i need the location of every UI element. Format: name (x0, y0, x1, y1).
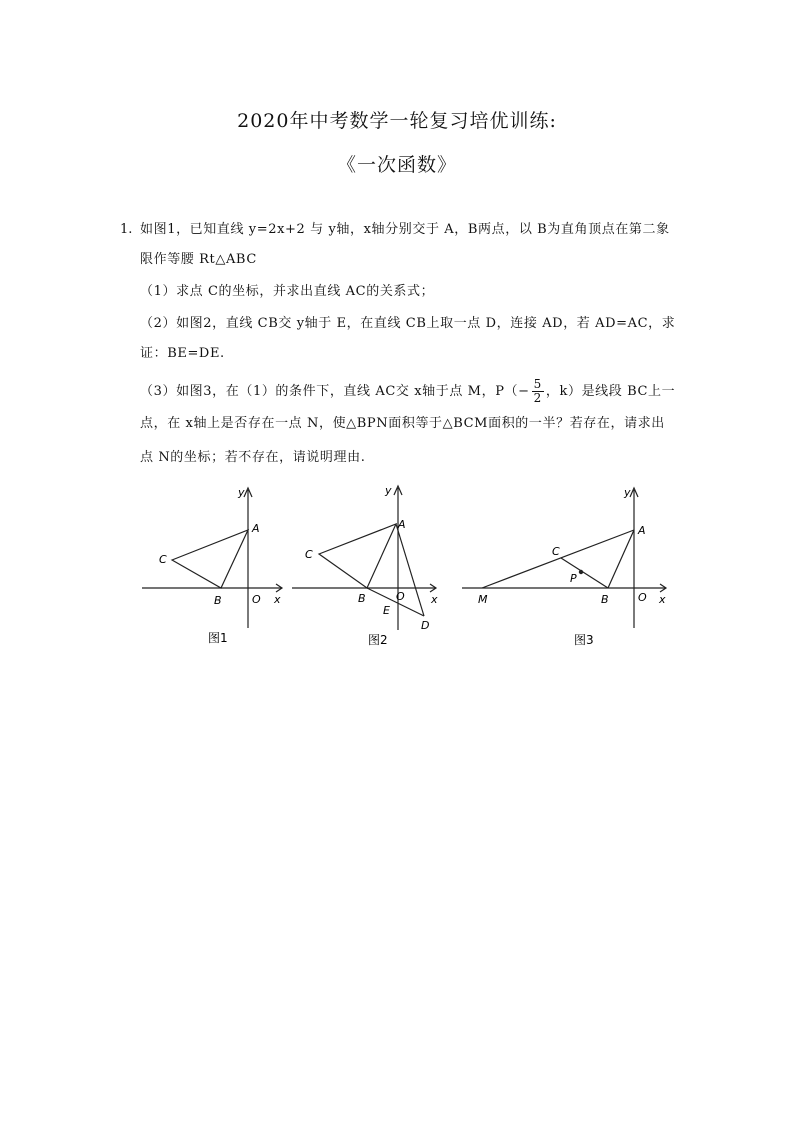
page-title: 2020年中考数学一轮复习培优训练: (237, 110, 557, 132)
fraction-numerator: 5 (533, 377, 542, 391)
line-mca (482, 530, 634, 588)
problem-part2-line1: （2）如图2，直线 CB交 y轴于 E，在直线 CB上取一点 D，连接 AD，若 AD=AC，求 (140, 316, 676, 331)
figure-1 (140, 482, 290, 650)
problem-number: 1. (120, 222, 133, 237)
part3-pre: （3）如图3，在（1）的条件下，直线 AC交 x轴于点 M，P（− (140, 384, 530, 399)
problem-part1: （1）求点 C的坐标，并求出直线 AC的关系式； (140, 284, 435, 299)
caption-fig2: 图2 (368, 633, 388, 647)
label-b: B (214, 594, 222, 607)
caption-fig1: 图1 (208, 631, 228, 645)
label-e: E (383, 604, 390, 617)
label-a: A (638, 524, 646, 537)
label-o: O (252, 593, 261, 606)
figure-3 (460, 482, 670, 650)
label-c: C (159, 553, 167, 566)
label-m: M (478, 593, 488, 606)
point-p (579, 570, 583, 574)
label-a: A (398, 518, 406, 531)
label-d: D (421, 619, 430, 632)
label-y: y (238, 486, 245, 499)
page-subtitle: 《一次函数》 (336, 154, 457, 176)
label-y: y (624, 486, 631, 499)
problem-part2-line2: 证：BE=DE. (140, 346, 225, 361)
fraction-denominator: 2 (533, 391, 542, 405)
label-b: B (358, 592, 366, 605)
figure-2 (290, 482, 455, 650)
fraction (532, 378, 544, 405)
triangle-abc (319, 524, 396, 588)
problem-text-line2: 限作等腰 Rt△ABC (140, 252, 257, 267)
label-y: y (385, 484, 392, 497)
problem-part3-line3: 点 N的坐标；若不存在，请说明理由. (140, 450, 366, 465)
label-p: P (570, 572, 577, 585)
part3-post: ，k）是线段 BC上一 (545, 384, 676, 399)
label-x: x (274, 593, 281, 606)
label-b: B (601, 593, 609, 606)
line-cb (561, 558, 608, 588)
label-c: C (552, 545, 560, 558)
label-x: x (431, 593, 438, 606)
problem-text-line1: 如图1，已知直线 y=2x+2 与 y轴，x轴分别交于 A，B两点，以 B为直角顶点在第二象 (140, 222, 670, 237)
label-a: A (252, 522, 260, 535)
label-o: O (638, 591, 647, 604)
label-x: x (659, 593, 666, 606)
triangle-abc (172, 530, 248, 588)
caption-fig3: 图3 (574, 633, 594, 647)
problem-part3-line1 (140, 378, 680, 405)
label-c: C (305, 548, 313, 561)
problem-part3-line2: 点，在 x轴上是否存在一点 N，使△BPN面积等于△BCM面积的一半？若存在，请求出 (140, 416, 665, 431)
label-o: O (396, 590, 405, 603)
